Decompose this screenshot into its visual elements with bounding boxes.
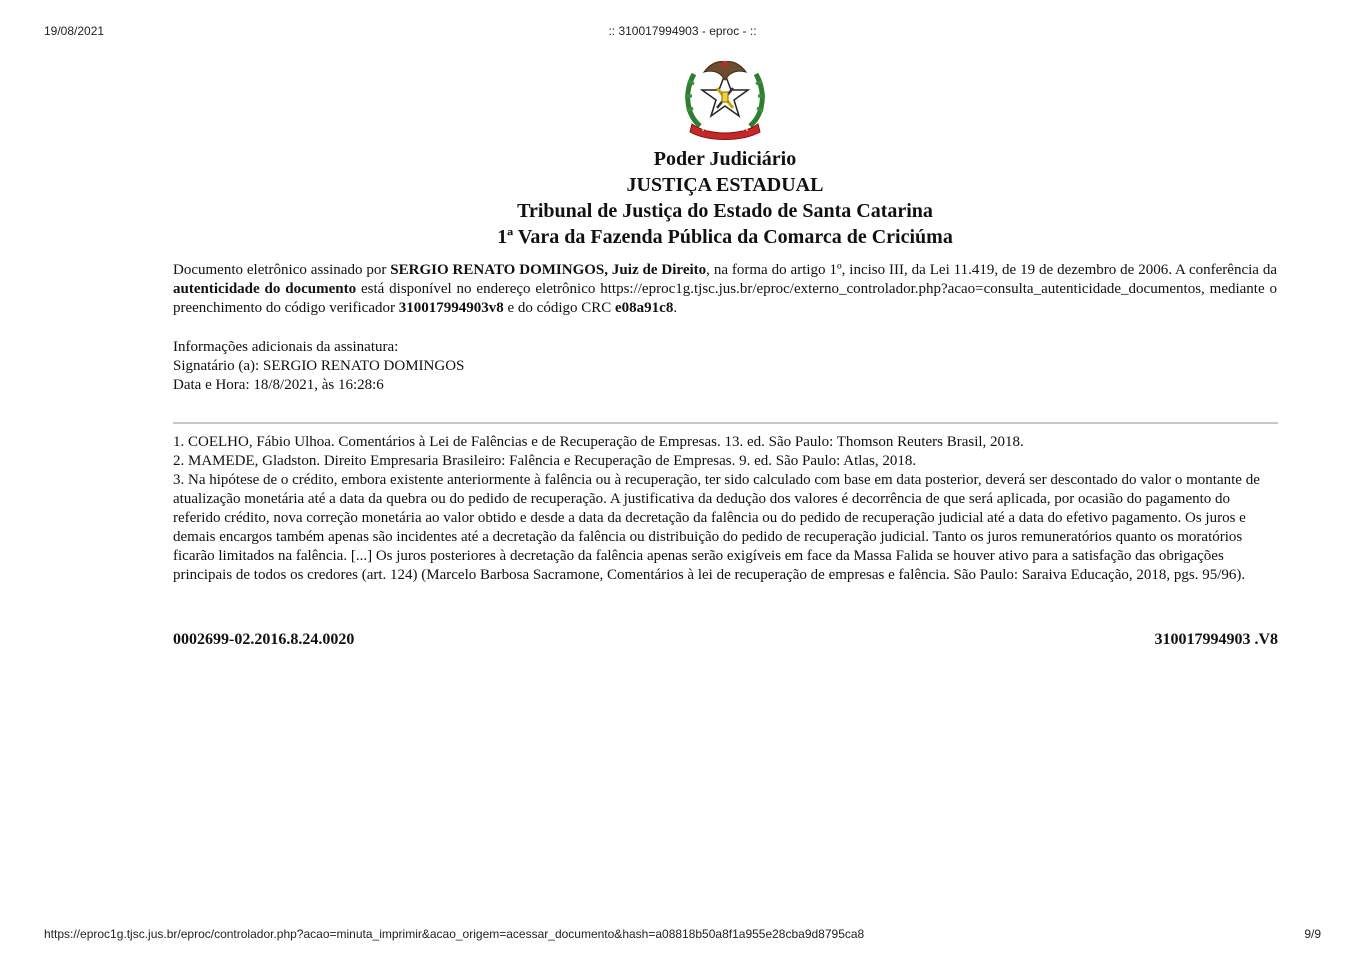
heading-state-justice: JUSTIÇA ESTADUAL <box>626 174 824 196</box>
footnote-2: 2. MAMEDE, Gladston. Direito Empresaria Brasileiro: Falência e Recuperação de Empresas. 9. ed. São Paulo: Atlas, 2018. <box>173 453 917 469</box>
sig-text-3: está disponível no endereço eletrônico https://eproc1g.tjsc.jus.br/eproc/externo_controlador.php?acao=consulta_autenticidade_documentos, mediante o preenchimento do código verificador <box>173 281 1277 316</box>
footnote-1: 1. COELHO, Fábio Ulhoa. Comentários à Lei de Falências e de Recuperação de Empresas. 13. ed. São Paulo: Thomson Reuters Brasil, 2018. <box>173 434 1024 450</box>
sig-text-1: Documento eletrônico assinado por <box>173 262 391 278</box>
document-identifiers <box>173 631 1278 649</box>
sig-text-2: , na forma do artigo 1º, inciso III, da Lei 11.419, de 19 de dezembro de 2006. A conferência da <box>706 262 1278 278</box>
signature-paragraph <box>173 261 1277 318</box>
signature-info <box>173 338 1277 395</box>
sig-text-4: e do código CRC <box>503 300 615 316</box>
signer-name: SERGIO RENATO DOMINGOS, Juiz de Direito <box>390 262 707 278</box>
document-code: 310017994903 .V8 <box>1154 631 1278 648</box>
page-number: 9/9 <box>1304 927 1321 941</box>
court-heading <box>0 146 1365 250</box>
sig-text-5: . <box>673 300 678 316</box>
authenticity-label: autenticidade do documento <box>173 281 357 297</box>
process-number: 0002699-02.2016.8.24.0020 <box>173 631 355 648</box>
crc-code: e08a91c8 <box>615 300 674 316</box>
print-title: :: 310017994903 - eproc - :: <box>608 24 757 38</box>
signatory: Signatário (a): SERGIO RENATO DOMINGOS <box>173 358 465 374</box>
print-date: 19/08/2021 <box>44 24 105 38</box>
signature-datetime: Data e Hora: 18/8/2021, às 16:28:6 <box>173 377 384 393</box>
coat-of-arms-icon <box>680 54 770 140</box>
heading-tribunal: Tribunal de Justiça do Estado de Santa Catarina <box>517 200 933 222</box>
footnotes <box>173 433 1277 585</box>
footnote-3: 3. Na hipótese de o crédito, embora existente anteriormente à falência ou à recuperação, ter sido calculado com base em data posterior, deverá ser descontado do valor o montante de atualização monetária até a data da quebra ou do pedido de recuperação. A justificativa da dedução dos valores é decorrência de que será aplicada, por ocasião do pagamento do referido crédito, nova correção monetária ao valor obtido e desde a data da decretação da falência ou do pedido de recuperação judicial até a data do efetivo pagamento. Os juros e demais encargos também apenas são incidentes até a decretação da falência ou distribuição do pedido de recuperação judicial. Tanto os juros remuneratórios quanto os moratórios ficarão limitados na falência. [...] Os juros posteriores à decretação da falência apenas serão exigíveis em face da Massa Falida se houver ativo para a satisfação das obrigações principais de todos os credores (art. 124) (Marcelo Barbosa Sacramone, Comentários à lei de recuperação de empresas e falência. São Paulo: Saraiva Educação, 2018, pgs. 95/96). <box>173 472 1260 583</box>
print-url: https://eproc1g.tjsc.jus.br/eproc/controlador.php?acao=minuta_imprimir&acao_origem=acessar_documento&hash=a08818b50a8f1a955e28cba9d8795ca8 <box>44 927 865 941</box>
verifier-code: 310017994903v8 <box>398 300 504 316</box>
heading-court-unit: 1ª Vara da Fazenda Pública da Comarca de Criciúma <box>497 226 953 248</box>
signature-info-title: Informações adicionais da assinatura: <box>173 339 399 355</box>
heading-judiciary: Poder Judiciário <box>653 148 797 170</box>
footnote-divider <box>173 422 1278 424</box>
